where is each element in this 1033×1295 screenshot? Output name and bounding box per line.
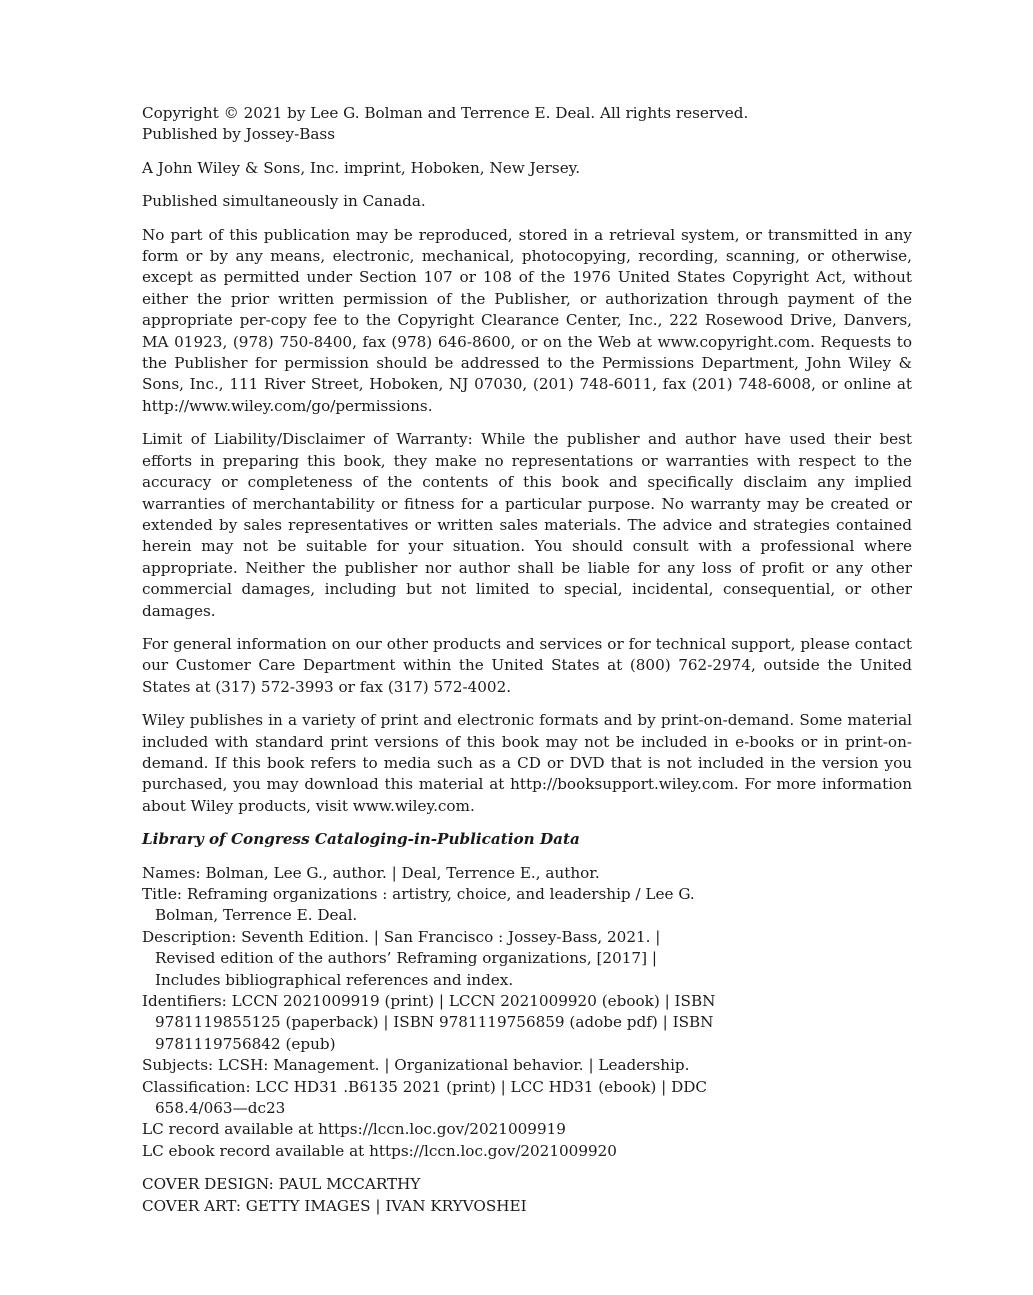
cip-lc-ebook-record: LC ebook record available at https://lccn.loc.gov/2021009920	[142, 1141, 617, 1160]
cip-title: Title: Reframing organizations : artistry, choice, and leadership / Lee G. Bolman, Terrence E. Deal.	[142, 885, 695, 925]
cover-design-credit: COVER DESIGN: PAUL MCCARTHY	[142, 1175, 421, 1194]
cip-names: Names: Bolman, Lee G., author. | Deal, Terrence E., author.	[142, 863, 600, 882]
cip-heading: Library of Congress Cataloging-in-Publication Data	[142, 830, 580, 849]
cip-data-block	[142, 863, 912, 1163]
publisher-line: Published by Jossey-Bass	[142, 125, 336, 144]
formats-paragraph: Wiley publishes in a variety of print and electronic formats and by print-on-demand. Some material included with standard print versions of this book may not be included in e-books or in print-on-demand. If this book refers to media such as a CD or DVD that is not included in the version you purchased, you may download this material at http://booksupport.wiley.com. For more information about Wiley products, visit www.wiley.com.	[142, 711, 912, 815]
permissions-paragraph: No part of this publication may be reproduced, stored in a retrieval system, or transmitted in any form or by any means, electronic, mechanical, photocopying, recording, scanning, or otherwise, except as permitted under Section 107 or 108 of the 1976 United States Copyright Act, without either the prior written permission of the Publisher, or authorization through payment of the appropriate per-copy fee to the Copyright Clearance Center, Inc., 222 Rosewood Drive, Danvers, MA 01923, (978) 750-8400, fax (978) 646-8600, or on the Web at www.copyright.com. Requests to the Publisher for permission should be addressed to the Permissions Department, John Wiley & Sons, Inc., 111 River Street, Hoboken, NJ 07030, (201) 748-6011, fax (201) 748-6008, or online at http://www.wiley.com/go/permissions.	[142, 225, 912, 415]
cip-subjects: Subjects: LCSH: Management. | Organizational behavior. | Leadership.	[142, 1056, 690, 1075]
imprint-line: A John Wiley & Sons, Inc. imprint, Hoboken, New Jersey.	[142, 158, 581, 177]
cip-lc-record: LC record available at https://lccn.loc.gov/2021009919	[142, 1120, 566, 1139]
liability-disclaimer-paragraph: Limit of Liability/Disclaimer of Warranty: While the publisher and author have used their best efforts in preparing this book, they make no representations or warranties with respect to the accuracy or completeness of the contents of this book and specifically disclaim any implied warranties of merchantability or fitness for a particular purpose. No warranty may be created or extended by sales representatives or written sales materials. The advice and strategies contained herein may not be suitable for your situation. You should consult with a professional where appropriate. Neither the publisher nor author shall be liable for any loss of profit or any other commercial damages, including but not limited to special, incidental, consequential, or other damages.	[142, 430, 912, 620]
cover-credits	[142, 1174, 912, 1217]
cip-classification: Classification: LCC HD31 .B6135 2021 (print) | LCC HD31 (ebook) | DDC 658.4/063—dc23	[142, 1077, 708, 1118]
customer-support-paragraph: For general information on our other products and services or for technical support, please contact our Customer Care Department within the United States at (800) 762-2974, outside the United States at (317) 572-3993 or fax (317) 572-4002.	[142, 634, 912, 696]
copyright-notice: Copyright © 2021 by Lee G. Bolman and Terrence E. Deal. All rights reserved.	[142, 104, 749, 122]
cover-art-credit: COVER ART: GETTY IMAGES | IVAN KRYVOSHEI	[142, 1196, 527, 1215]
cip-description: Description: Seventh Edition. | San Francisco : Jossey-Bass, 2021. | Revised edition of the authors’ Reframing organizations, [2017] | Includes bibliographical references and index.	[142, 927, 661, 989]
copyright-page	[142, 103, 912, 1229]
canada-line: Published simultaneously in Canada.	[142, 192, 426, 211]
copyright-block	[142, 103, 912, 146]
cip-identifiers: Identifiers: LCCN 2021009919 (print) | LCCN 2021009920 (ebook) | ISBN 9781119855125 (paperback) | ISBN 9781119756859 (adobe pdf) | ISBN 9781119756842 (epub)	[142, 992, 716, 1053]
